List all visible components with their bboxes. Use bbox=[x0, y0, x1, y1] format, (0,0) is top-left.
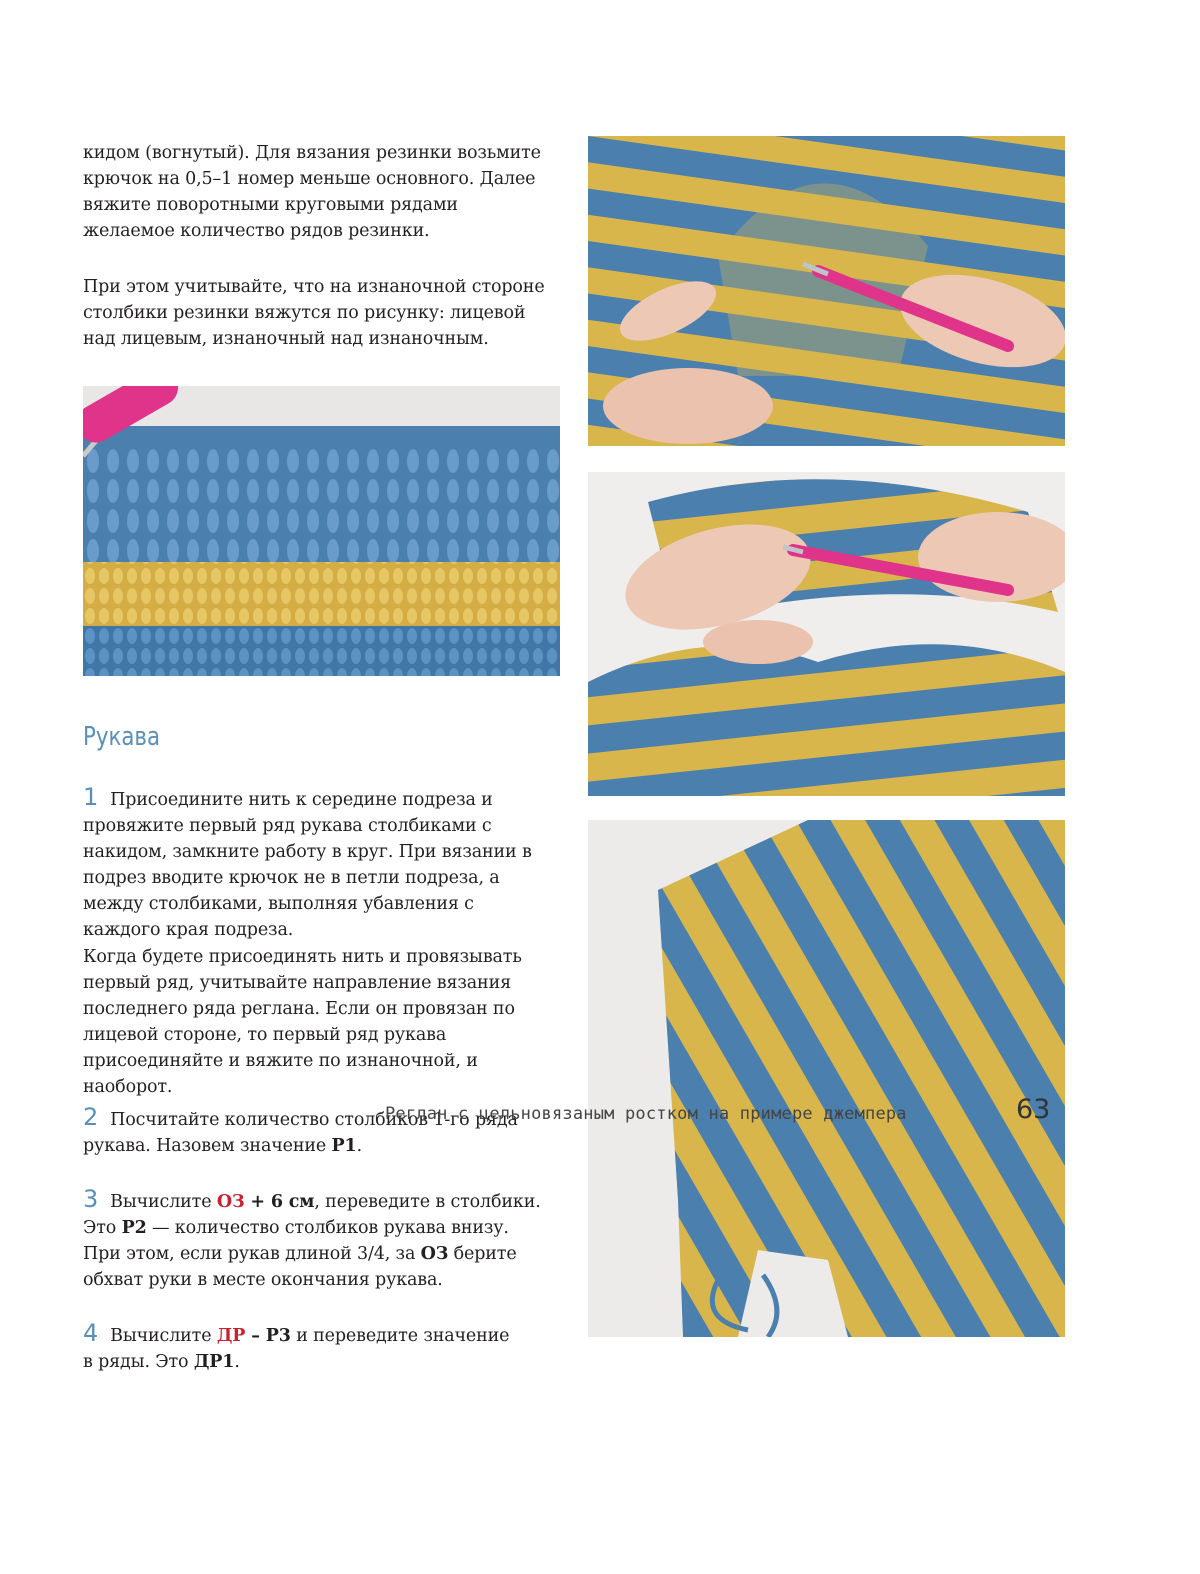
section-heading: Рукава bbox=[83, 722, 161, 752]
step-text: Посчитайте количество столбиков 1-го ряда рукава. Назовем значение bbox=[83, 1110, 518, 1156]
step-term: – Р3 bbox=[245, 1326, 291, 1346]
step-number: 3 bbox=[83, 1185, 99, 1213]
step-text: , переведите в столбики. Это bbox=[83, 1192, 541, 1238]
step-number: 4 bbox=[83, 1319, 99, 1347]
photo-sleeve-opening bbox=[588, 820, 1065, 1337]
page-number: 63 bbox=[1016, 1094, 1051, 1125]
step-1 bbox=[83, 784, 548, 943]
step-number: 1 bbox=[83, 783, 99, 811]
step-text: Вычислите bbox=[110, 1326, 217, 1346]
step-1-note: Когда будете присоединять нить и провязывать первый ряд, учитывайте направление вязания последнего ряда реглана. Если он провязан по лицевой стороне, то первый ряд рукава присоединяйте и вяжите по изнаночной, и наоборот. bbox=[83, 947, 522, 1097]
step-text: Вычислите bbox=[110, 1192, 217, 1212]
step-term: Р2 bbox=[121, 1218, 147, 1238]
step-highlight: ДР bbox=[216, 1326, 246, 1346]
step-term: ДР1 bbox=[193, 1352, 235, 1372]
step-highlight: ОЗ bbox=[216, 1192, 245, 1212]
step-text: . bbox=[356, 1136, 362, 1156]
step-number: 2 bbox=[83, 1103, 99, 1131]
intro-paragraph-2: При этом учитывайте, что на изнаночной стороне столбики резинки вяжутся по рисунку: лицевой над лицевым, изнаночный над изнаночным. bbox=[83, 277, 545, 349]
step-text: берите обхват руки в месте окончания рукава. bbox=[83, 1244, 517, 1290]
step-text: — количество столбиков рукава внизу. При этом, если рукав длиной 3/4, за bbox=[83, 1218, 509, 1264]
step-4 bbox=[83, 1320, 513, 1375]
step-text: Присоедините нить к середине подреза и провяжите первый ряд рукава столбиками с накидом, замкните работу в круг. При вязании в подрез вводите крючок не в петли подреза, а между столбиками, выполняя убавления с каждого края подреза. bbox=[83, 790, 532, 940]
step-term: Р1 bbox=[331, 1136, 357, 1156]
footer-running-title: Реглан с цельновязаным ростком на примере джемпера bbox=[385, 1104, 907, 1124]
step-term: + 6 см bbox=[244, 1192, 315, 1212]
photo-ribbing-closeup bbox=[83, 386, 560, 676]
step-3 bbox=[83, 1186, 548, 1293]
photo-hands-crochet-middle bbox=[588, 472, 1065, 796]
step-term: ОЗ bbox=[420, 1244, 449, 1264]
step-text: . bbox=[234, 1352, 240, 1372]
intro-paragraph-1: кидом (вогнутый). Для вязания резинки возьмите крючок на 0,5–1 номер меньше основного. Далее вяжите поворотными круговыми рядами желаемое количество рядов резинки. bbox=[83, 143, 541, 241]
photo-hands-crochet-top bbox=[588, 136, 1065, 446]
step-text: и переведите значение в ряды. Это bbox=[83, 1326, 510, 1372]
